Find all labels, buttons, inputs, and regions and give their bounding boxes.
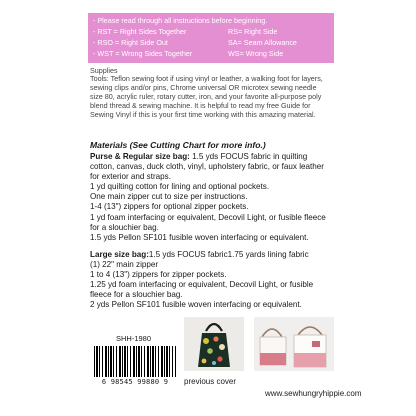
barcode — [92, 346, 178, 386]
large-label: Large size bag: — [90, 250, 149, 259]
large-materials — [90, 250, 330, 311]
abbr-wst: - WST = Wrong Sides Together — [93, 49, 193, 58]
large-first-text: 1.5 yds FOCUS fabric1.75 yards lining fabric — [148, 250, 309, 259]
previous-cover-photo — [184, 317, 244, 371]
purse-line: 1 yd foam interfacing or equivalent, Decovil Light, or fusible fleece for a slouchier bag. — [90, 212, 326, 232]
large-line: 2 yds Pellon SF101 fusible woven interfacing or equivalent. — [90, 300, 302, 310]
purse-line: 1 yd quilting cotton for lining and optional pockets. — [90, 182, 270, 192]
purse-line: One main zipper cut to size per instructions. — [90, 192, 248, 202]
purse-first-line — [90, 152, 330, 182]
abbr-sa: SA= Seam Allowance — [228, 38, 297, 47]
abbreviations-banner — [88, 13, 334, 63]
bags-photo — [254, 317, 334, 371]
intro-note: - Please read through all instructions before beginning. — [93, 16, 268, 25]
barcode-number: 6 98545 99880 9 — [101, 378, 169, 386]
barcode-bars — [94, 346, 176, 377]
purse-materials — [90, 152, 330, 243]
supplies-heading: Supplies — [90, 66, 118, 75]
large-line: 1 to 4 (13") zippers for zipper pockets. — [90, 270, 227, 280]
abbr-rst: - RST = Right Sides Together — [93, 27, 187, 36]
abbr-rso: - RSO = Right Side Out — [93, 38, 168, 47]
purse-line: 1-4 (13") zippers for optional zipper pockets. — [90, 202, 249, 212]
large-line: 1.25 yd foam interfacing or equivalent, Decovil Light, or fusible fleece for a slouchier bag. — [90, 280, 314, 300]
previous-cover-caption: previous cover — [184, 377, 237, 386]
website-url: www.sewhungryhippie.com — [265, 389, 362, 398]
materials-title: Materials (See Cutting Chart for more info.) — [90, 140, 266, 150]
abbr-rs: RS= Right Side — [228, 27, 278, 36]
abbr-ws: WS= Wrong Side — [228, 49, 284, 58]
large-first-line — [90, 250, 330, 260]
sku-label: SHH-1980 — [116, 334, 152, 343]
purse-first-text: 1.5 yds FOCUS fabric in quilting cotton, canvas, duck cloth, vinyl, upholstery fabric, or faux leather for exterior and straps. — [90, 152, 324, 182]
large-line: (1) 22" main zipper — [90, 260, 159, 270]
tools-paragraph: Tools: Teflon sewing foot if using vinyl or leather, a walking foot for layers, sewing clips and/or pins, Chrome universal OR microtex sewing needle size 80, acrylic ruler, rotary cutter, iron, and your favorite all-purpose poly blend thread & sewing machine. It is helpful to read my free Guide for Sewing Vinyl if this is your first time working with this amazing material. — [90, 74, 323, 119]
purse-label: Purse & Regular size bag: — [90, 152, 190, 161]
purse-line: 1.5 yds Pellon SF101 fusible woven interfacing or equivalent. — [90, 232, 309, 242]
